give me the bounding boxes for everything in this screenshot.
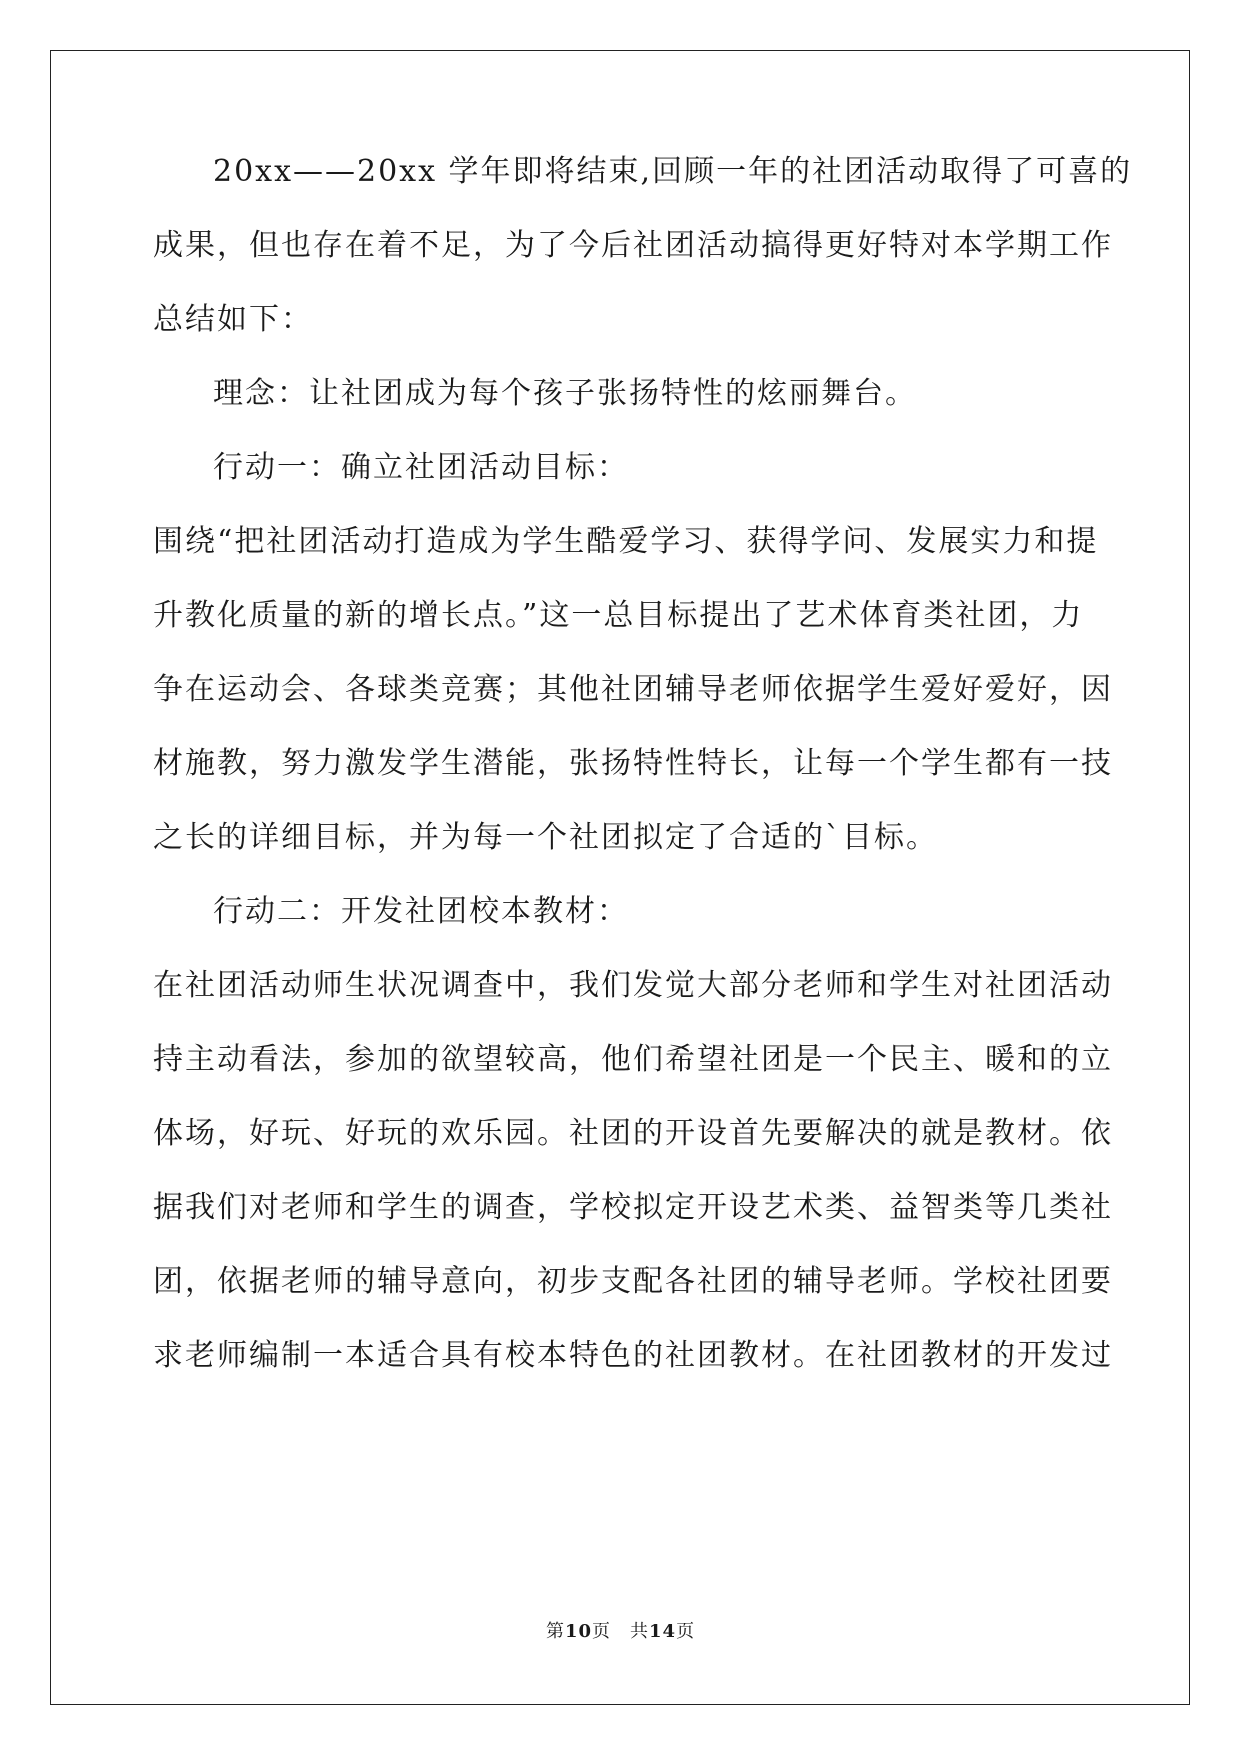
page-border xyxy=(50,50,1190,1705)
section-heading: 行动一：确立社团活动目标： xyxy=(213,450,629,485)
paragraph-line: 成果，但也存在着不足，为了今后社团活动搞得更好特对本学期工作 xyxy=(153,228,1113,263)
page-number-footer xyxy=(0,1620,1241,1644)
paragraph-line: 争在运动会、各球类竞赛；其他社团辅导老师依据学生爱好爱好，因 xyxy=(153,672,1113,707)
current-page-number: 10 xyxy=(564,1621,592,1642)
footer-prefix: 第 xyxy=(545,1621,565,1642)
paragraph-line: 持主动看法，参加的欲望较高，他们希望社团是一个民主、暖和的立 xyxy=(153,1042,1113,1077)
paragraph-line: 20xx——20xx 学年即将结束,回顾一年的社团活动取得了可喜的 xyxy=(213,154,1133,189)
paragraph-line: 之长的详细目标，并为每一个社团拟定了合适的`目标。 xyxy=(153,820,938,855)
paragraph-line: 围绕“把社团活动打造成为学生酷爱学习、获得学问、发展实力和提 xyxy=(153,524,1099,559)
paragraph-line: 据我们对老师和学生的调查，学校拟定开设艺术类、益智类等几类社 xyxy=(153,1190,1113,1225)
paragraph-line: 求老师编制一本适合具有校本特色的社团教材。在社团教材的开发过 xyxy=(153,1338,1113,1373)
total-page-number: 14 xyxy=(649,1621,677,1642)
paragraph-line: 团，依据老师的辅导意向，初步支配各社团的辅导老师。学校社团要 xyxy=(153,1264,1113,1299)
paragraph-line: 总结如下： xyxy=(153,302,313,337)
paragraph-line: 材施教，努力激发学生潜能，张扬特性特长，让每一个学生都有一技 xyxy=(153,746,1113,781)
section-heading: 行动二：开发社团校本教材： xyxy=(213,894,629,929)
paragraph-line: 升教化质量的新的增长点。”这一总目标提出了艺术体育类社团，力 xyxy=(153,598,1084,633)
paragraph-line: 理念：让社团成为每个孩子张扬特性的炫丽舞台。 xyxy=(213,376,917,411)
paragraph-line: 在社团活动师生状况调查中，我们发觉大部分老师和学生对社团活动 xyxy=(153,968,1113,1003)
footer-mid: 页 共 xyxy=(592,1621,649,1642)
paragraph-line: 体场，好玩、好玩的欢乐园。社团的开设首先要解决的就是教材。依 xyxy=(153,1116,1113,1151)
footer-suffix: 页 xyxy=(676,1621,696,1642)
